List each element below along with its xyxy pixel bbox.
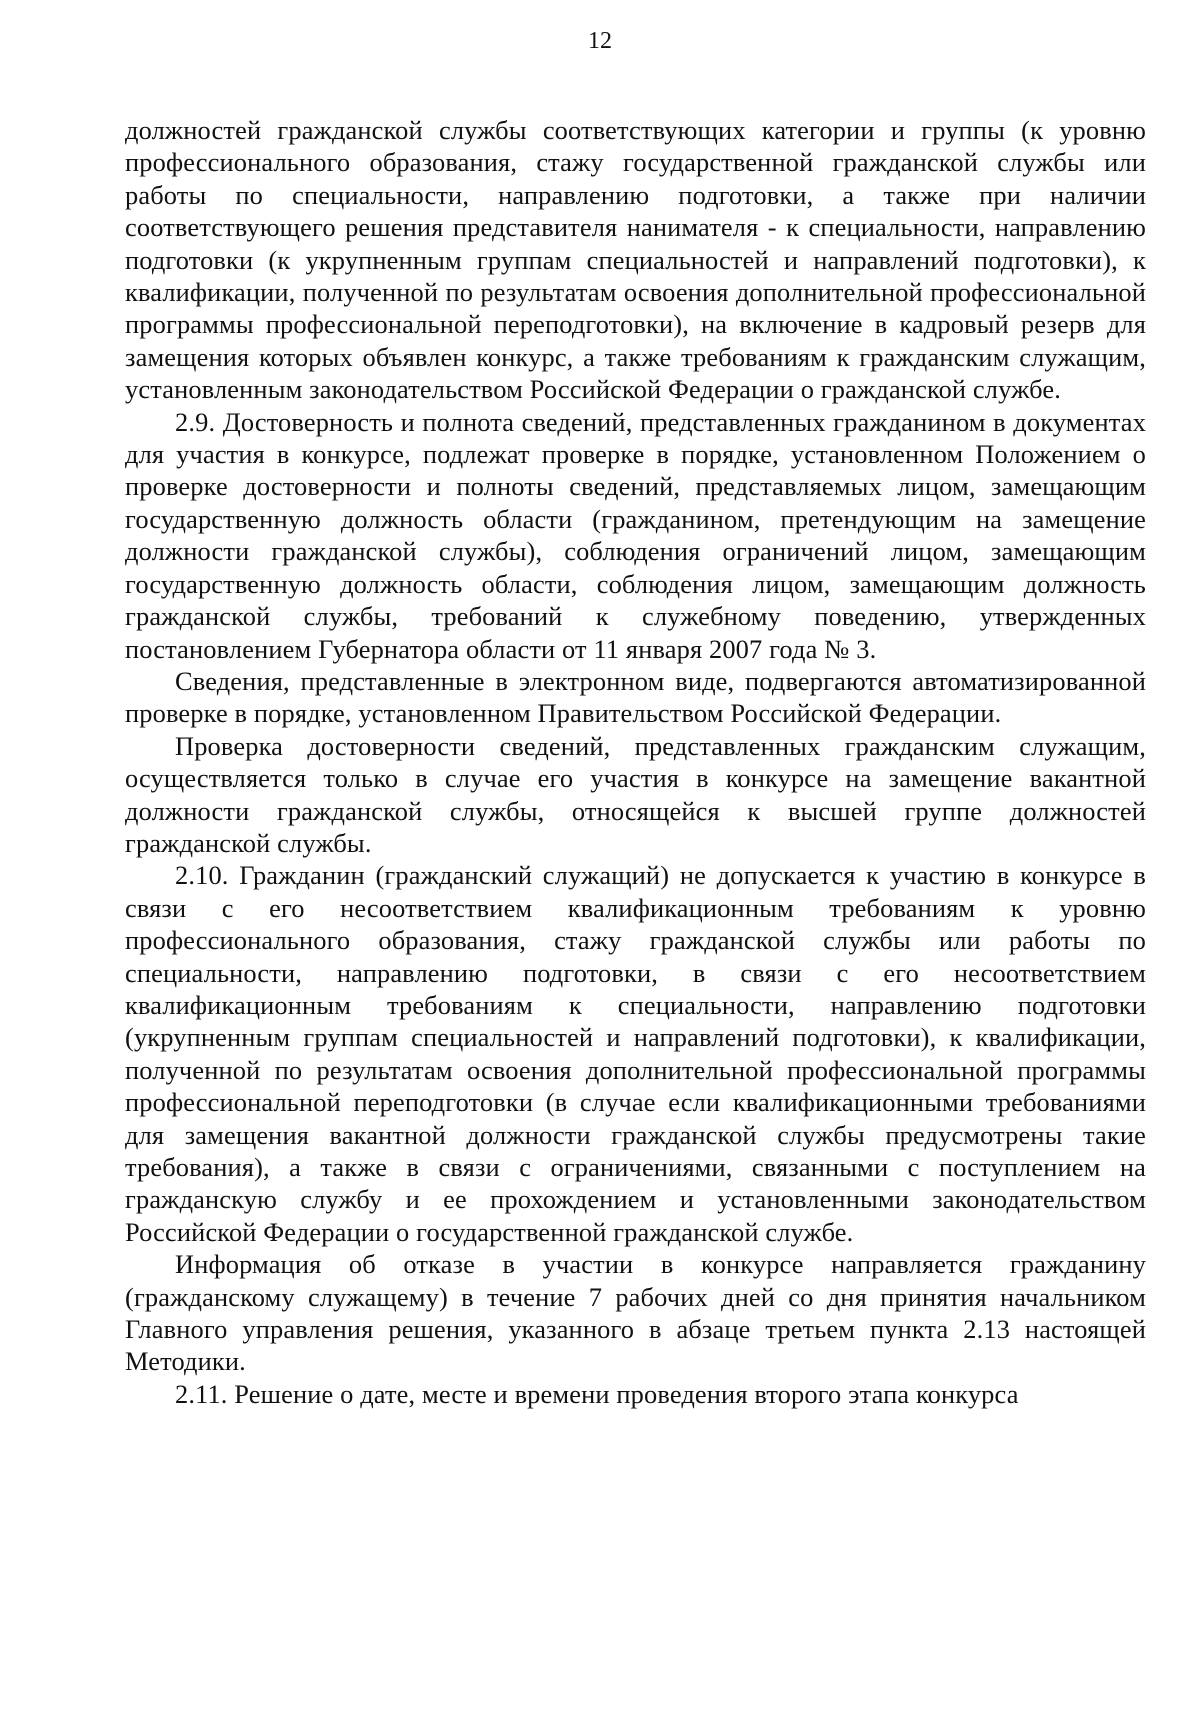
paragraph-electronic-info: Сведения, представленные в электронном виде, подвергаются автоматизированной проверке в порядке, установленном Правительством Российской Федерации. — [125, 665, 1146, 729]
paragraph-refusal-info: Информация об отказе в участии в конкурсе направляется гражданину (гражданскому служащему) в течение 7 рабочих дней со дня принятия начальником Главного управления решения, указанного в абзаце третьем пункта 2.13 настоящей Методики. — [125, 1249, 1146, 1377]
paragraph-continuation: должностей гражданской службы соответствующих категории и группы (к уровню профессионального образования, стажу государственной гражданской службы или работы по специальности, направлению подготовки, а также при наличии соответствующего решения представителя нанимателя - к специальности, направлению подготовки (к укрупненным группам специальностей и направлений подготовки), к квалификации, полученной по результатам освоения дополнительной профессиональной программы профессиональной переподготовки), на включение в кадровый резерв для замещения которых объявлен конкурс, а также требованиям к гражданским служащим, установленным законодательством Российской Федерации о гражданской службе. — [125, 115, 1146, 405]
paragraph-2-11: 2.11. Решение о дате, месте и времени проведения второго этапа конкурса — [175, 1378, 1019, 1409]
page-number: 12 — [588, 28, 612, 54]
paragraph-verification: Проверка достоверности сведений, представленных гражданским служащим, осуществляется только в случае его участия в конкурсе на замещение вакантной должности гражданской службы, относящейся к высшей группе должностей гражданской службы. — [125, 730, 1146, 858]
paragraph-2-9: 2.9. Достоверность и полнота сведений, представленных гражданином в документах для участия в конкурсе, подлежат проверке в порядке, установленном Положением о проверке достоверности и полноты сведений, представляемых лицом, замещающим государственную должность области (гражданином, претендующим на замещение должности гражданской службы), соблюдения ограничений лицом, замещающим государственную должность области, соблюдения лицом, замещающим должность гражданской службы, требований к служебному поведению, утвержденных постановлением Губернатора области от 11 января 2007 года № 3. — [125, 406, 1146, 664]
document-body — [125, 114, 1146, 1410]
paragraph-2-10: 2.10. Гражданин (гражданский служащий) не допускается к участию в конкурсе в связи с его несоответствием квалификационным требованиям к уровню профессионального образования, стажу гражданской службы или работы по специальности, направлению подготовки, в связи с его несоответствием квалификационным требованиям к специальности, направлению подготовки (укрупненным группам специальностей и направлений подготовки), к квалификации, полученной по результатам освоения дополнительной профессиональной программы профессиональной переподготовки (в случае если квалификационными требованиями для замещения вакантной должности гражданской службы предусмотрены такие требования), а также в связи с ограничениями, связанными с поступлением на гражданскую службу и ее прохождением и установленными законодательством Российской Федерации о государственной гражданской службе. — [125, 860, 1146, 1247]
